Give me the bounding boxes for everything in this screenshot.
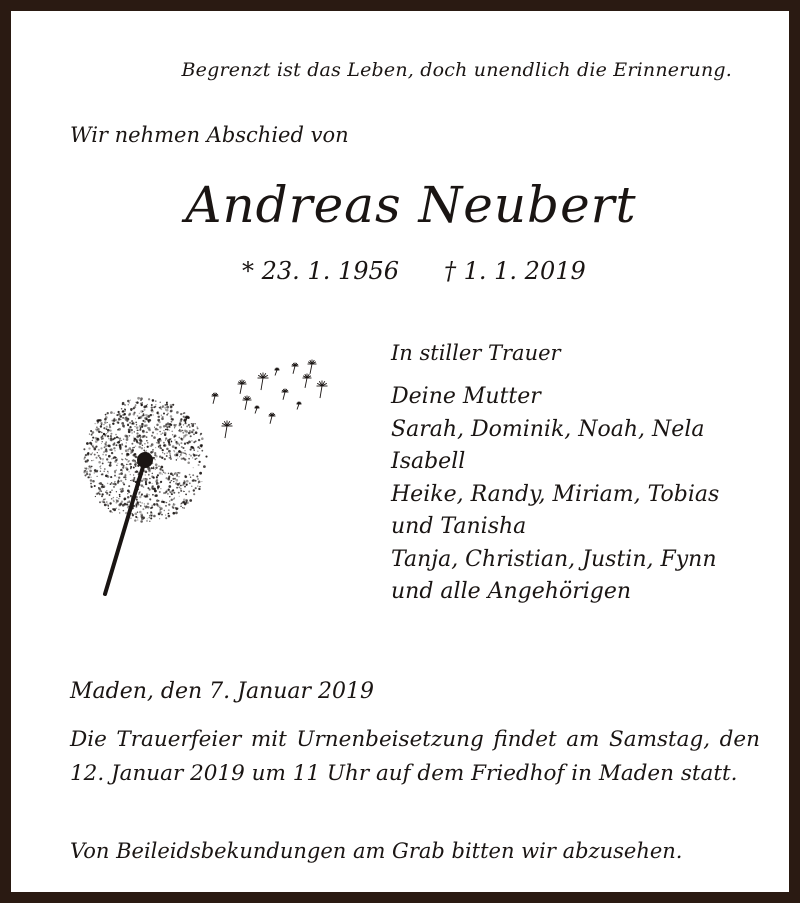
condolences-note: Von Beileidsbekundungen am Grab bitten wir abzusehen. — [70, 839, 683, 863]
mourner-line: Isabell — [391, 449, 466, 474]
motto: Begrenzt ist das Leben, doch unendlich die Erinnerung. — [181, 59, 732, 81]
intro-line: Wir nehmen Abschied von — [70, 123, 349, 147]
mourner-line: Sarah, Dominik, Noah, Nela — [391, 416, 705, 442]
mourner-line: und Tanisha — [391, 514, 527, 539]
mourner-line: und alle Angehörigen — [391, 579, 632, 604]
mourners-list — [391, 381, 719, 609]
ceremony-notice: Die Trauerfeier mit Urnenbeisetzung findet am Samstag, den 12. Januar 2019 um 11 Uhr auf dem Friedhof in Maden statt. — [70, 727, 760, 786]
birth-date: * 23. 1. 1956 — [242, 257, 400, 285]
mourner-line: Heike, Randy, Miriam, Tobias — [391, 481, 720, 507]
dandelion-icon — [67, 356, 337, 601]
deceased-name: Andreas Neubert — [185, 176, 637, 234]
mourners-heading: In stiller Trauer — [391, 341, 561, 365]
mourner-line: Tanja, Christian, Justin, Fynn — [391, 546, 717, 572]
mourner-line: Deine Mutter — [391, 384, 541, 409]
death-date: † 1. 1. 2019 — [444, 257, 586, 285]
place-date: Maden, den 7. Januar 2019 — [70, 679, 375, 704]
